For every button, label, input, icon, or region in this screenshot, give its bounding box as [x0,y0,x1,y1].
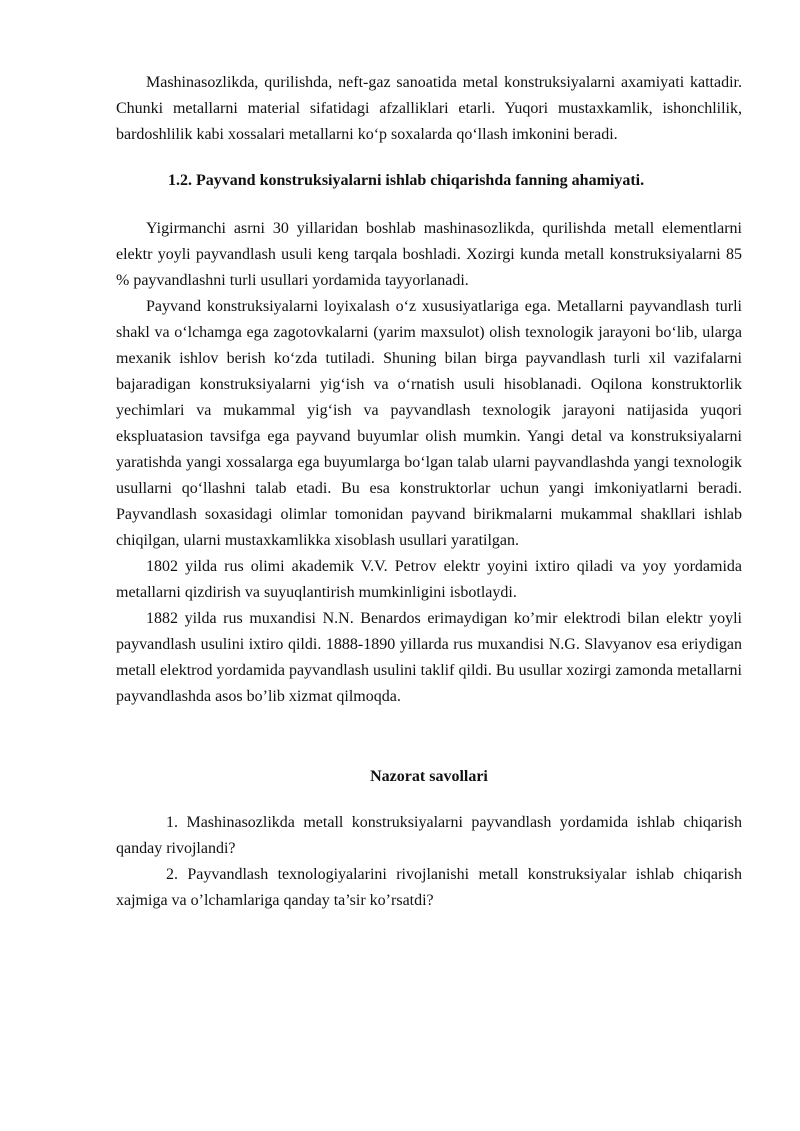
body-paragraph: Yigirmanchi asrni 30 yillaridan boshlab mashinasozlikda, qurilishda metall elementlarni elektr yoyli payvandlash usuli keng tarqala boshladi. Xozirgi kunda metall konstruksiyalarni 85 % payvandlashni turli usullari yordamida tayyorlanadi. [116,220,742,289]
question-item: 1. Mashinasozlikda metall konstruksiyalarni payvandlash yordamida ishlab chiqarish qanday rivojlandi? [116,814,742,857]
section-heading: 1.2. Payvand konstruksiyalarni ishlab chiqarishda fanning ahamiyati. [168,172,645,189]
intro-paragraph: Mashinasozlikda, qurilishda, neft-gaz sanoatida metal konstruksiyalarni axamiyati kattadir. Chunki metallarni material sifatidagi afzalliklari etarli. Yuqori mustaxkamlik, ishonchlilik, bardoshlilik kabi xossalari metallarni ko‘p soxalarda qo‘llash imkonini beradi. [116,74,742,143]
body-paragraph: 1882 yilda rus muxandisi N.N. Benardos erimaydigan ko’mir elektrodi bilan elektr yoyli payvandlash usulini ixtiro qildi. 1888-1890 yillarda rus muxandisi N.G. Slavyanov esa eriydigan metall elektrod yordamida payvandlash usulini taklif qildi. Bu usullar xozirgi zamonda metallarni payvandlashda asos bo’lib xizmat qilmoqda. [116,610,742,705]
body-paragraph: 1802 yilda rus olimi akademik V.V. Petrov elektr yoyini ixtiro qiladi va yoy yordamida metallarni qizdirish va suyuqlantirish mumkinligini isbotlaydi. [116,558,742,601]
body-paragraph: Payvand konstruksiyalarni loyixalash o‘z xususiyatlariga ega. Metallarni payvandlash turli shakl va o‘lchamga ega zagotovkalarni (yarim maxsulot) olish texnologik jarayoni bo‘lib, ularga mexanik ishlov berish ko‘zda tutiladi. Shuning bilan birga payvandlash turli xil vazifalarni bajaradigan konstruksiyalarni yig‘ish va o‘rnatish usuli hisoblanadi. Oqilona konstruktorlik yechimlari va mukammal yig‘ish va payvandlash texnologik jarayoni natijasida yuqori ekspluatasion tavsifga ega payvand buyumlar olish mumkin. Yangi detal va konstruksiyalarni yaratishda yangi xossalarga ega buyumlarga bo‘lgan talab ularni payvandlashda yangi texnologik usullarni qo‘llashni talab etadi. Bu esa konstruktorlar uchun yangi imkoniyatlarni beradi. Payvandlash soxasidagi olimlar tomonidan payvand birikmalarni mukammal shakllari ishlab chiqilgan, ularni mustaxkamlikka xisoblash usullari yaratilgan. [116,298,742,549]
document-page [116,70,742,914]
questions-heading: Nazorat savollari [370,768,488,785]
questions-list [116,810,742,914]
question-item: 2. Payvandlash texnologiyalarini rivojlanishi metall konstruksiyalar ishlab chiqarish xajmiga va o’lchamlariga qanday ta’sir ko’rsatdi? [116,866,742,909]
